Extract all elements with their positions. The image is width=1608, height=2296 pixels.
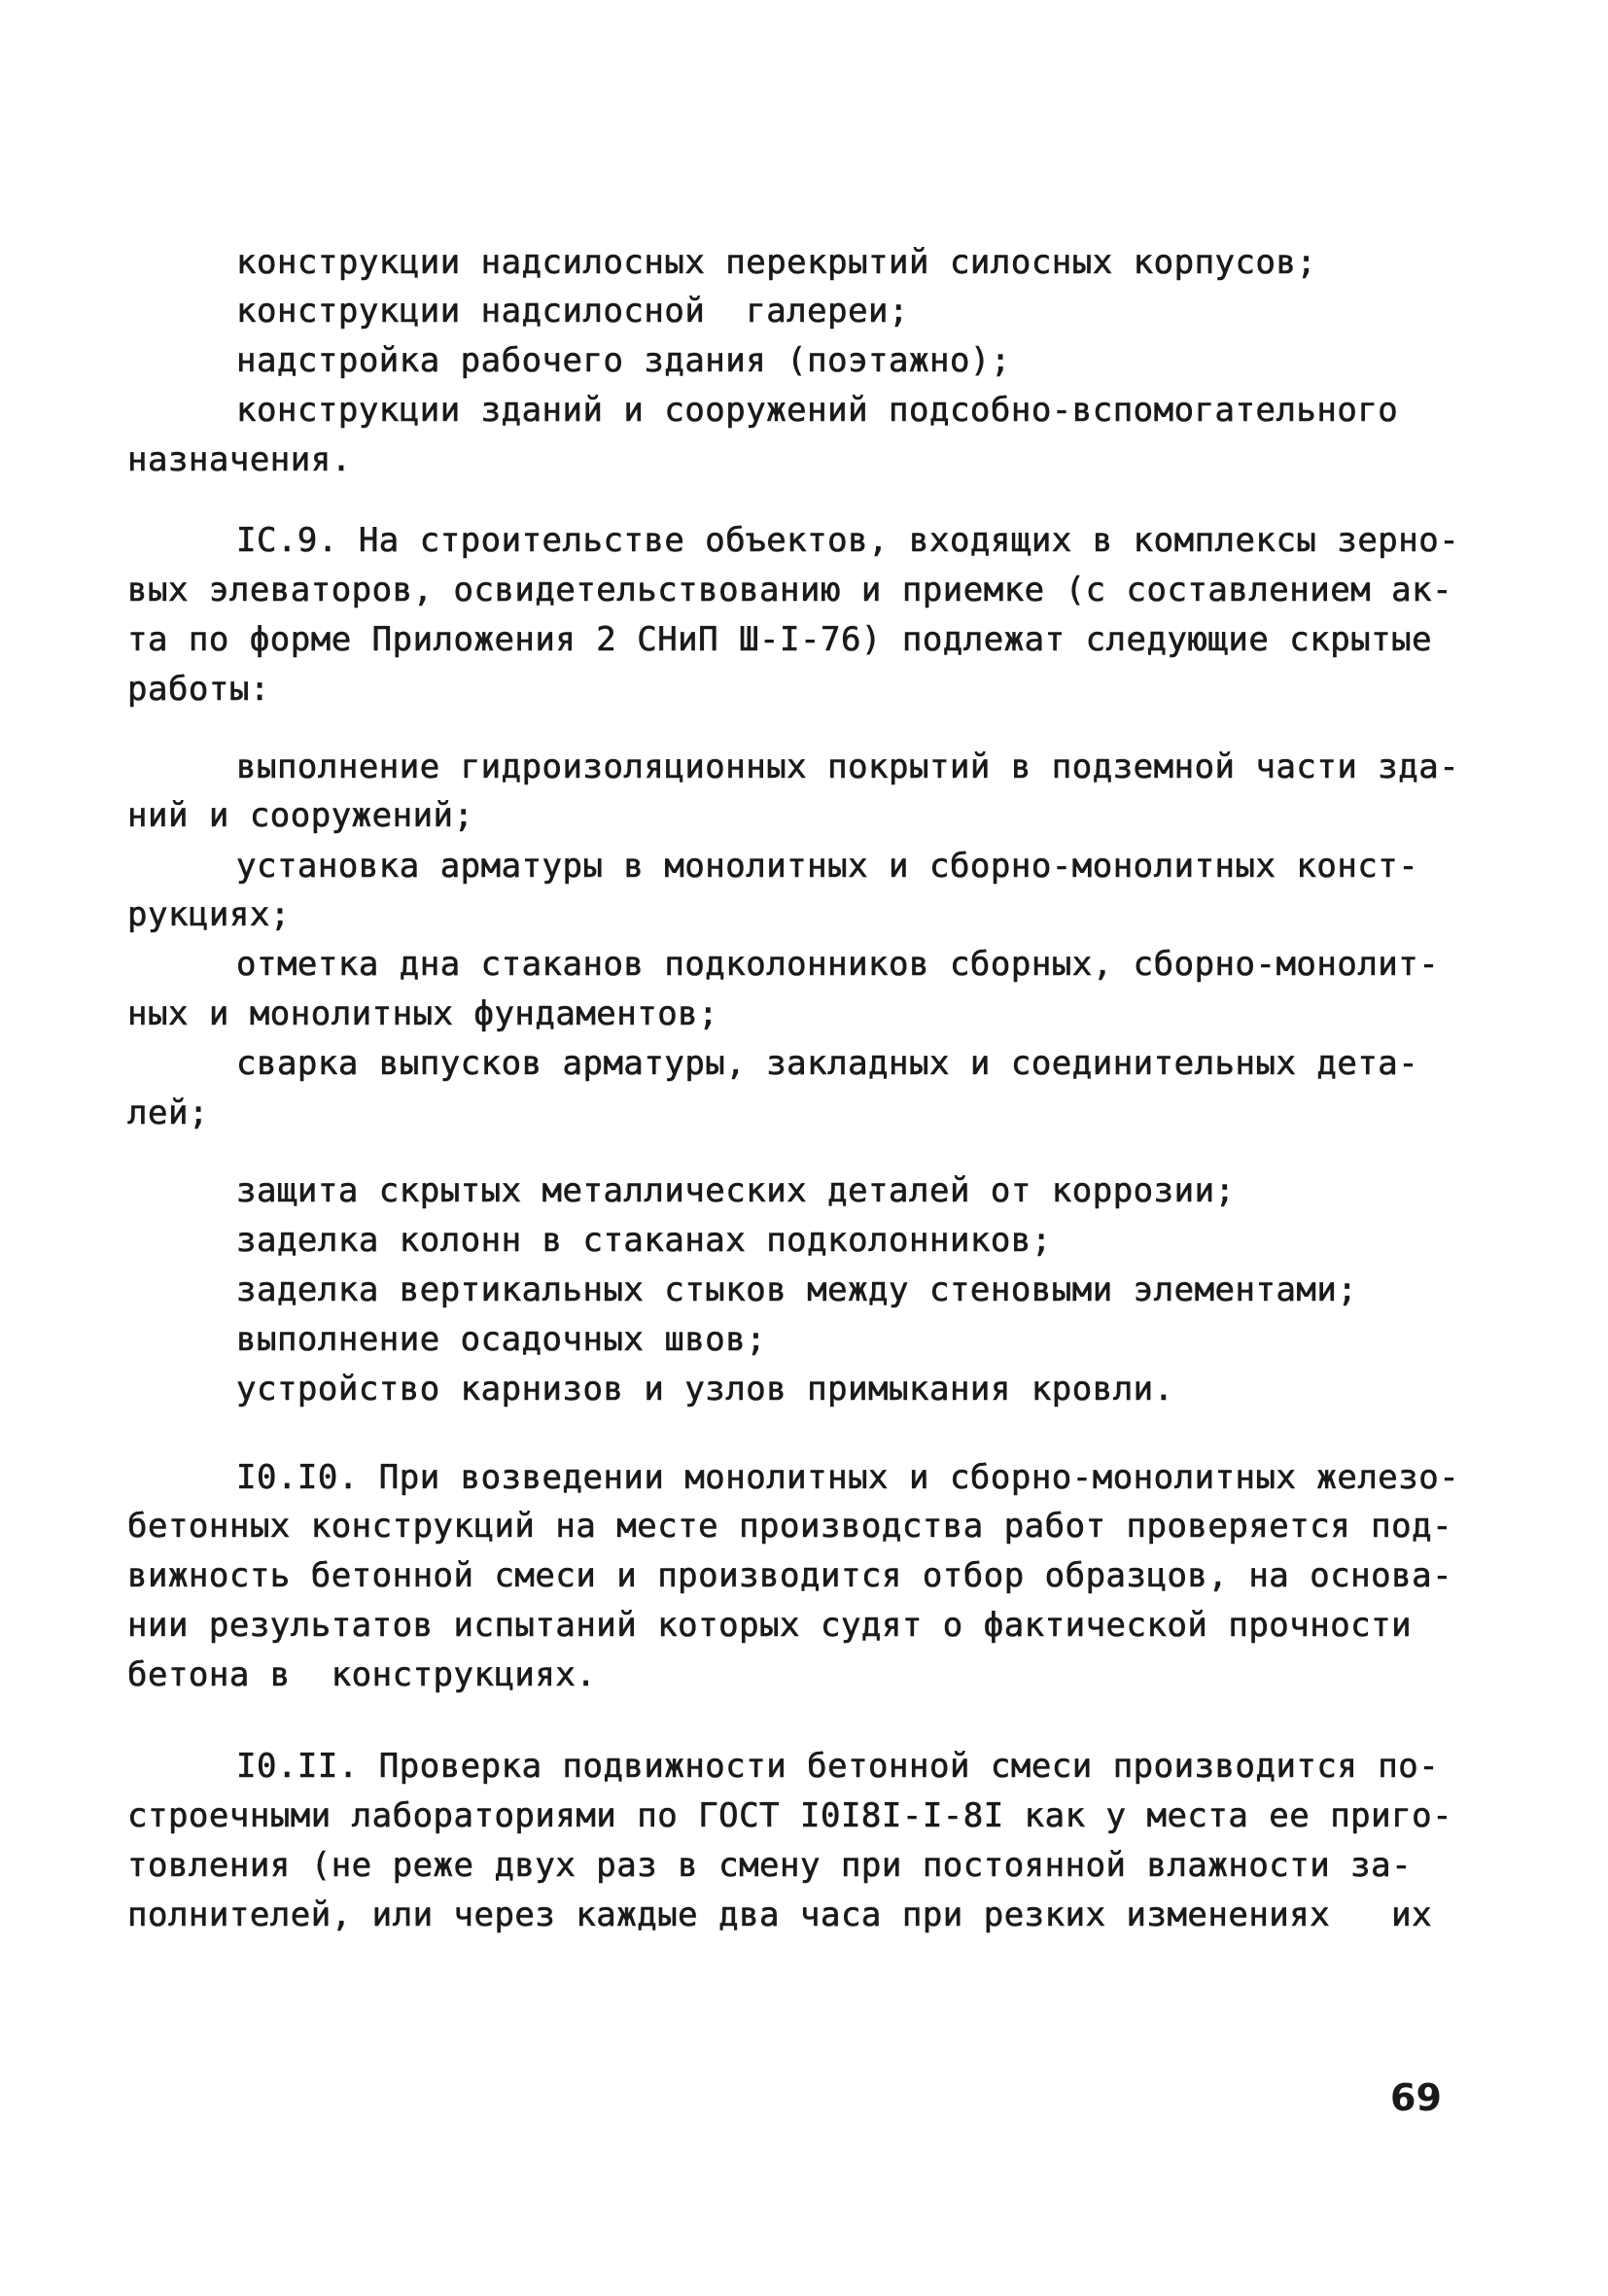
text-line: вижность бетонной смеси и производится отбор образцов, на основа-: [127, 1556, 1453, 1595]
text-line: полнителей, или через каждые два часа при резких изменениях их: [127, 1896, 1433, 1934]
text-line: ний и сооружений;: [127, 796, 474, 835]
text-line: ных и монолитных фундаментов;: [127, 994, 719, 1033]
text-line: сварка выпусков арматуры, закладных и соединительных дета-: [236, 1044, 1419, 1083]
text-line: конструкции надсилосной галереи;: [236, 292, 910, 330]
text-line: бетона в конструкциях.: [127, 1655, 597, 1694]
text-line: вых элеваторов, освидетельствованию и приемке (с составлением ак-: [127, 571, 1453, 609]
text-line: установка арматуры в монолитных и сборно-монолитных конст-: [236, 847, 1419, 886]
text-line: работы:: [127, 670, 270, 709]
text-line: конструкции надсилосных перекрытий силосных корпусов;: [236, 243, 1317, 282]
text-line: выполнение осадочных швов;: [236, 1320, 767, 1359]
text-line: та по форме Приложения 2 СНиП Ш-I-76) подлежат следующие скрытые: [127, 620, 1433, 659]
text-line: конструкции зданий и сооружений подсобно-вспомогательного: [236, 391, 1399, 430]
text-line: I0.II. Проверка подвижности бетонной смеси производится по-: [236, 1747, 1440, 1786]
page-number: 69: [1390, 2076, 1442, 2119]
text-line: отметка дна стаканов подколонников сборных, сборно-монолит-: [236, 945, 1440, 984]
text-line: строечными лабораториями по ГОСТ I0I8I-I-8I как у места ее приго-: [127, 1796, 1453, 1835]
text-line: защита скрытых металлических деталей от коррозии;: [236, 1171, 1236, 1210]
text-line: устройство карнизов и узлов примыкания кровли.: [236, 1370, 1174, 1409]
text-line: лей;: [127, 1094, 209, 1132]
text-line: назначения.: [127, 440, 352, 479]
text-line: заделка колонн в стаканах подколонников;: [236, 1221, 1052, 1260]
text-line: IC.9. На строительстве объектов, входящих в комплексы зерно-: [236, 521, 1460, 560]
text-line: товления (не реже двух раз в смену при постоянной влажности за-: [127, 1846, 1413, 1885]
text-line: бетонных конструкций на месте производства работ проверяется под-: [127, 1507, 1453, 1546]
text-line: заделка вертикальных стыков между стеновыми элементами;: [236, 1270, 1358, 1309]
text-line: нии результатов испытаний которых судят о фактической прочности: [127, 1606, 1413, 1645]
text-line: выполнение гидроизоляционных покрытий в подземной части зда-: [236, 748, 1460, 786]
text-line: рукциях;: [127, 895, 291, 934]
text-line: надстройка рабочего здания (поэтажно);: [236, 341, 1011, 380]
text-line: I0.I0. При возведении монолитных и сборно-монолитных железо-: [236, 1458, 1460, 1497]
